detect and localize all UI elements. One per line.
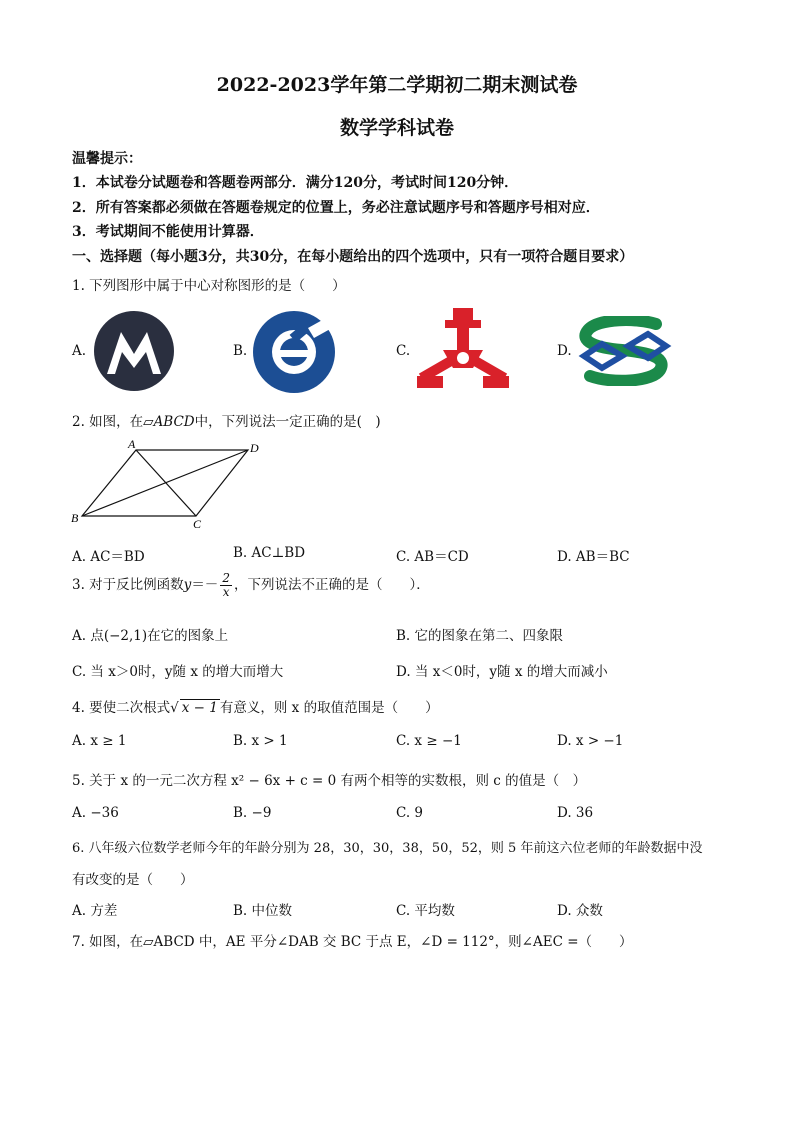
- q2-stem-post: 中，下列说法一定正确的是( ): [194, 414, 381, 430]
- q6-option-a: A. 方差: [72, 903, 118, 919]
- question-6-line-2: 有改变的是（ ）: [72, 872, 194, 888]
- notes-heading: 温馨提示：: [72, 151, 142, 167]
- q2-stem-var: ABCD: [153, 414, 195, 430]
- q2-option-d: D. AB＝BC: [557, 549, 630, 565]
- chinese-bank-logo-icon: [415, 306, 511, 394]
- q3-stem-post: ，下列说法不正确的是（ ）．: [233, 577, 430, 593]
- page-subtitle: 数学学科试卷: [339, 117, 454, 139]
- q1-option-d-label: D.: [557, 343, 572, 359]
- q1-option-b-label: B.: [233, 343, 248, 359]
- shanghai-bank-logo-icon: [578, 316, 672, 386]
- q3-fraction: [220, 572, 232, 599]
- q3-option-c: C. 当 x＞0时，y随 x 的增大而增大: [72, 664, 284, 680]
- metro-logo-icon: [93, 310, 175, 392]
- point-d-label: D: [250, 441, 259, 455]
- parallelogram-figure: [66, 436, 276, 536]
- point-c-label: C: [193, 517, 202, 531]
- q5-option-b: B. −9: [233, 805, 272, 821]
- q6-option-c: C. 平均数: [396, 903, 455, 919]
- q2-stem-pre: 2. 如图，在▱: [72, 414, 154, 430]
- q3-option-d: D. 当 x＜0时，y随 x 的增大而减小: [396, 664, 608, 680]
- question-2-stem: [72, 410, 381, 430]
- q4-option-a: A. x ≥ 1: [72, 733, 127, 749]
- page-title: 2022-2023学年第二学期初二期末测试卷: [216, 74, 578, 96]
- q5-option-a: A. −36: [72, 805, 119, 821]
- point-b-label: B: [71, 511, 79, 525]
- q4-option-d: D. x > −1: [557, 733, 624, 749]
- question-3-stem: [72, 572, 430, 599]
- note-item-1: 1．本试卷分试题卷和答题卷两部分．满分120分，考试时间120分钟．: [72, 175, 519, 191]
- q4-stem-pre: 4. 要使二次根式: [72, 700, 171, 716]
- q6-option-d: D. 众数: [557, 903, 603, 919]
- q5-option-c: C. 9: [396, 805, 424, 821]
- note-item-3: 3．考试期间不能使用计算器．: [72, 224, 264, 240]
- note-item-2: 2．所有答案都必须做在答题卷规定的位置上，务必注意试题序号和答题序号相对应．: [72, 200, 600, 216]
- section-heading: 一、选择题（每小题3分，共30分，在每小题给出的四个选项中，只有一项符合题目要求）: [72, 249, 634, 265]
- q3-option-b: B. 它的图象在第二、四象限: [396, 628, 564, 644]
- q4-option-b: B. x > 1: [233, 733, 288, 749]
- q2-option-a: A. AC＝BD: [72, 549, 145, 565]
- q3-stem-pre: 3. 对于反比例函数: [72, 577, 184, 593]
- point-a-label: A: [128, 437, 136, 451]
- q1-option-c-label: C.: [396, 343, 411, 359]
- q5-option-d: D. 36: [557, 805, 594, 821]
- q6-option-b: B. 中位数: [233, 903, 293, 919]
- q4-option-c: C. x ≥ −1: [396, 733, 462, 749]
- q3-y: y: [183, 577, 192, 593]
- q2-option-b: B. AC⊥BD: [233, 545, 306, 561]
- question-1-stem: 1. 下列图形中属于中心对称图形的是（ ）: [72, 278, 346, 294]
- question-5-stem: 5. 关于 x 的一元二次方程 x² − 6x + c = 0 有两个相等的实数根，则 c 的值是（ ）: [72, 773, 587, 789]
- question-4-stem: 4. 要使二次根式√ x − 1 有意义，则 x 的取值范围是（ ）: [72, 700, 439, 716]
- question-7-stem: 7. 如图，在▱ABCD 中，AE 平分∠DAB 交 BC 于点 E，∠D = 112°，则∠AEC =（ ）: [72, 934, 633, 950]
- q2-option-c: C. AB＝CD: [396, 549, 469, 565]
- q3-eq: ＝－: [191, 577, 219, 593]
- q3-numerator: 2: [222, 571, 230, 585]
- q1-option-a-label: A.: [72, 343, 87, 359]
- q4-radicand: x − 1: [181, 700, 218, 716]
- q4-stem-post: 有意义，则 x 的取值范围是（ ）: [219, 700, 439, 716]
- q3-denominator: x: [222, 585, 230, 599]
- q3-option-a: A. 点(−2,1)在它的图象上: [72, 628, 229, 644]
- question-6-line-1: 6. 八年级六位数学老师今年的年龄分别为 28，30，30，38，50，52，则 5 年前这六位老师的年龄数据中没: [72, 841, 703, 856]
- construction-bank-logo-icon: [252, 310, 336, 394]
